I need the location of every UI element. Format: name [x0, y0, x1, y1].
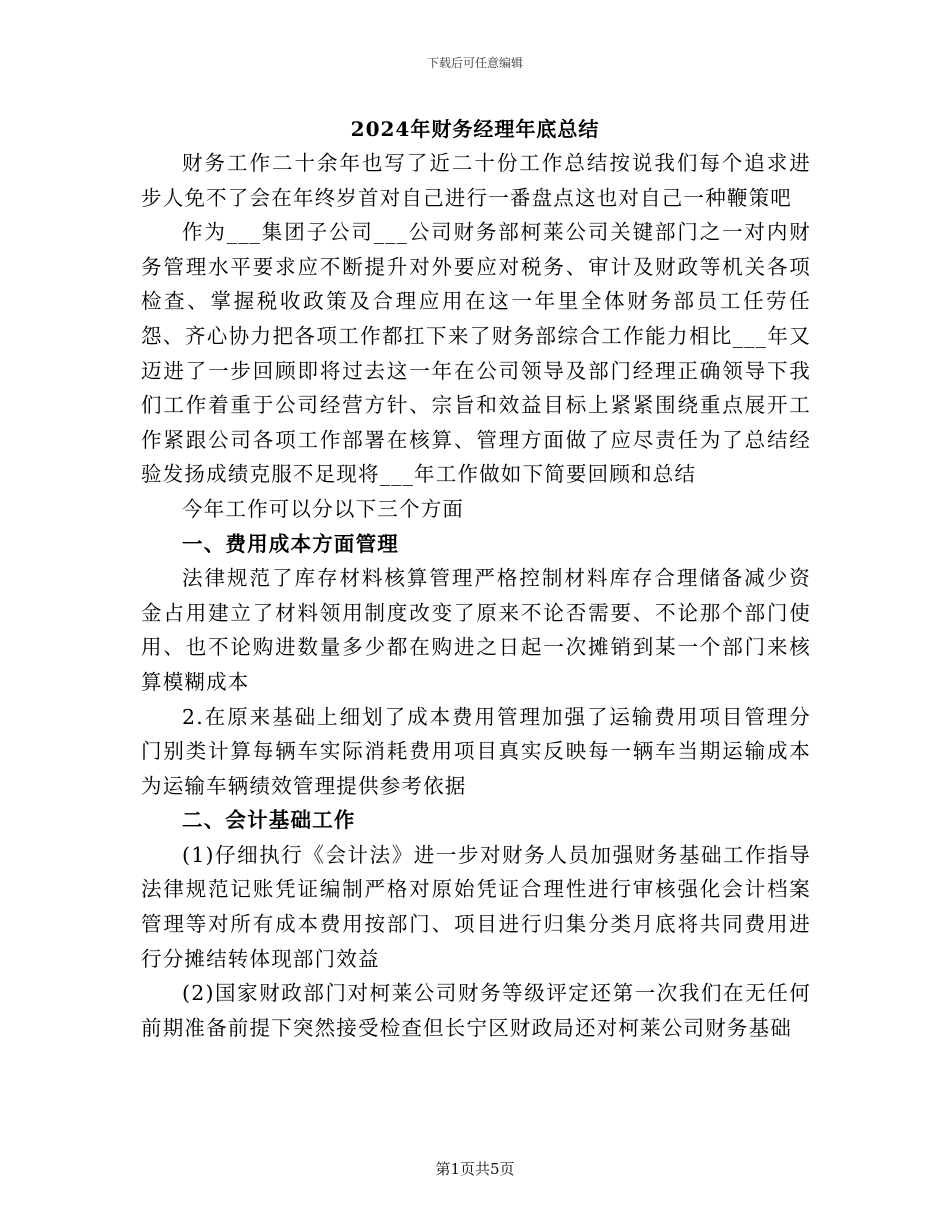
section-heading-cost-management: 一、费用成本方面管理: [182, 531, 399, 556]
document-title: 2024年财务经理年底总结: [350, 117, 600, 141]
document-body: [141, 146, 811, 1045]
paragraph-three-aspects: 今年工作可以分以下三个方面: [182, 496, 465, 521]
paragraph-cost-detail: 2.在原来基础上细划了成本费用管理加强了运输费用项目管理分门别类计算每辆车实际消耗费用项目真实反映每一辆车当期运输成本为运输车辆绩效管理提供参考依据: [141, 704, 811, 798]
section-heading-accounting-basics: 二、会计基础工作: [182, 808, 356, 833]
page-header: 下载后可任意编辑: [426, 56, 523, 70]
paragraph-intro: 财务工作二十余年也写了近二十份工作总结按说我们每个追求进步人免不了会在年终岁首对自己进行一番盘点这也对自己一种鞭策吧: [141, 151, 811, 210]
paragraph-inventory: 法律规范了库存材料核算管理严格控制材料库存合理储备减少资金占用建立了材料领用制度改变了原来不论否需要、不论那个部门使用、也不论购进数量多少都在购进之日起一次摊销到某一个部门来核算模糊成本: [141, 566, 811, 694]
paragraph-finance-rating: (2)国家财政部门对柯莱公司财务等级评定还第一次我们在无任何前期准备前提下突然接受检查但长宁区财政局还对柯莱公司财务基础: [141, 981, 811, 1040]
page-number-footer: 第1页共5页: [435, 1160, 515, 1178]
paragraph-accounting-law: (1)仔细执行《会计法》进一步对财务人员加强财务基础工作指导法律规范记账凭证编制严格对原始凭证合理性进行审核强化会计档案管理等对所有成本费用按部门、项目进行归集分类月底将共同费用进行分摊结转体现部门效益: [141, 842, 811, 971]
paragraph-overview: 作为___集团子公司___公司财务部柯莱公司关键部门之一对内财务管理水平要求应不断提升对外要应对税务、审计及财政等机关各项检查、掌握税收政策及合理应用在这一年里全体财务部员工任劳任怨、齐心协力把各项工作都扛下来了财务部综合工作能力相比___年又迈进了一步回顾即将过去这一年在公司领导及部门经理正确领导下我们工作着重于公司经营方针、宗旨和效益目标上紧紧围绕重点展开工作紧跟公司各项工作部署在核算、管理方面做了应尽责任为了总结经验发扬成绩克服不足现将___年工作做如下简要回顾和总结: [141, 220, 811, 487]
